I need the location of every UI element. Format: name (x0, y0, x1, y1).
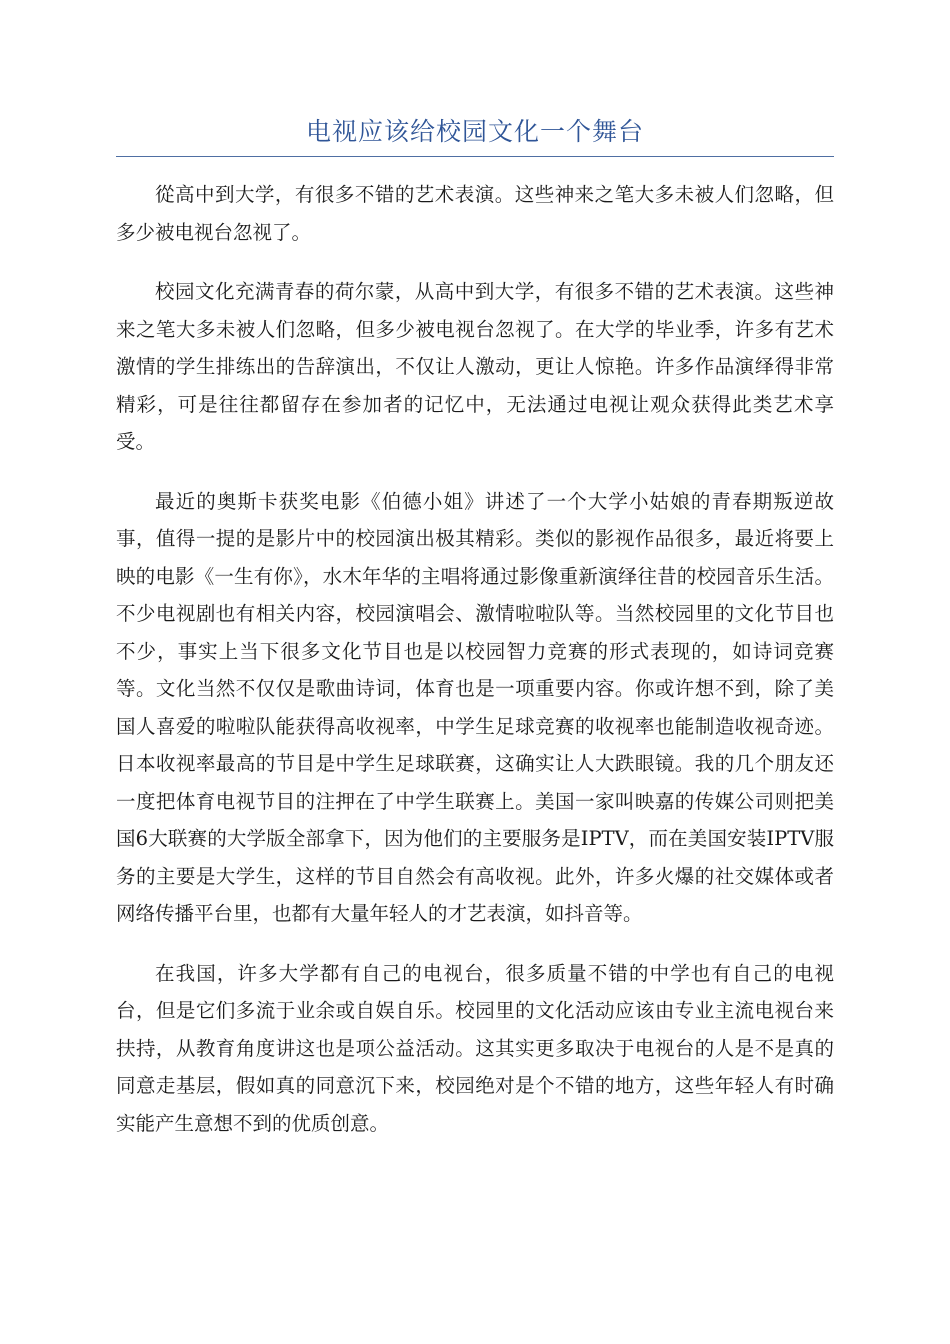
paragraph-2: 校园文化充满青春的荷尔蒙，从高中到大学，有很多不错的艺术表演。这些神来之笔大多未被人们忽略，但多少被电视台忽视了。在大学的毕业季，许多有艺术激情的学生排练出的告辞演出，不仅让人激动，更让人惊艳。许多作品演绎得非常精彩，可是往往都留存在参加者的记忆中，无法通过电视让观众获得此类艺术享受。 (116, 280, 834, 453)
paragraph-3: 最近的奥斯卡获奖电影《伯德小姐》讲述了一个大学小姑娘的青春期叛逆故事，值得一提的是影片中的校园演出极其精彩。类似的影视作品很多，最近将要上映的电影《一生有你》，水木年华的主唱将通过影像重新演绎往昔的校园音乐生活。不少电视剧也有相关内容，校园演唱会、激情啦啦队等。当然校园里的文化节目也不少，事实上当下很多文化节目也是以校园智力竞赛的形式表现的，如诗词竞赛等。文化当然不仅仅是歌曲诗词，体育也是一项重要内容。你或许想不到，除了美国人喜爱的啦啦队能获得高收视率，中学生足球竞赛的收视率也能制造收视奇迹。日本收视率最高的节目是中学生足球联赛，这确实让人大跌眼镜。我的几个朋友还一度把体育电视节目的注押在了中学生联赛上。美国一家叫映嘉的传媒公司则把美国6大联赛的大学版全部拿下，因为他们的主要服务是IPTV，而在美国安装IPTV服务的主要是大学生，这样的节目自然会有高收视。此外，许多火爆的社交媒体或者网络传播平台里，也都有大量年轻人的才艺表演，如抖音等。 (116, 489, 834, 925)
document-title: 电视应该给校园文化一个舞台 (305, 117, 644, 146)
document-body (116, 176, 834, 1164)
paragraph-1: 從高中到大学，有很多不错的艺术表演。这些神来之笔大多未被人们忽略，但多少被电视台忽视了。 (116, 183, 834, 244)
title-block (116, 112, 834, 157)
paragraph-4: 在我国，许多大学都有自己的电视台，很多质量不错的中学也有自己的电视台，但是它们多流于业余或自娱自乐。校园里的文化活动应该由专业主流电视台来扶持，从教育角度讲这也是项公益活动。这其实更多取决于电视台的人是不是真的同意走基层，假如真的同意沉下来，校园绝对是个不错的地方，这些年轻人有时确实能产生意想不到的优质创意。 (116, 961, 834, 1135)
